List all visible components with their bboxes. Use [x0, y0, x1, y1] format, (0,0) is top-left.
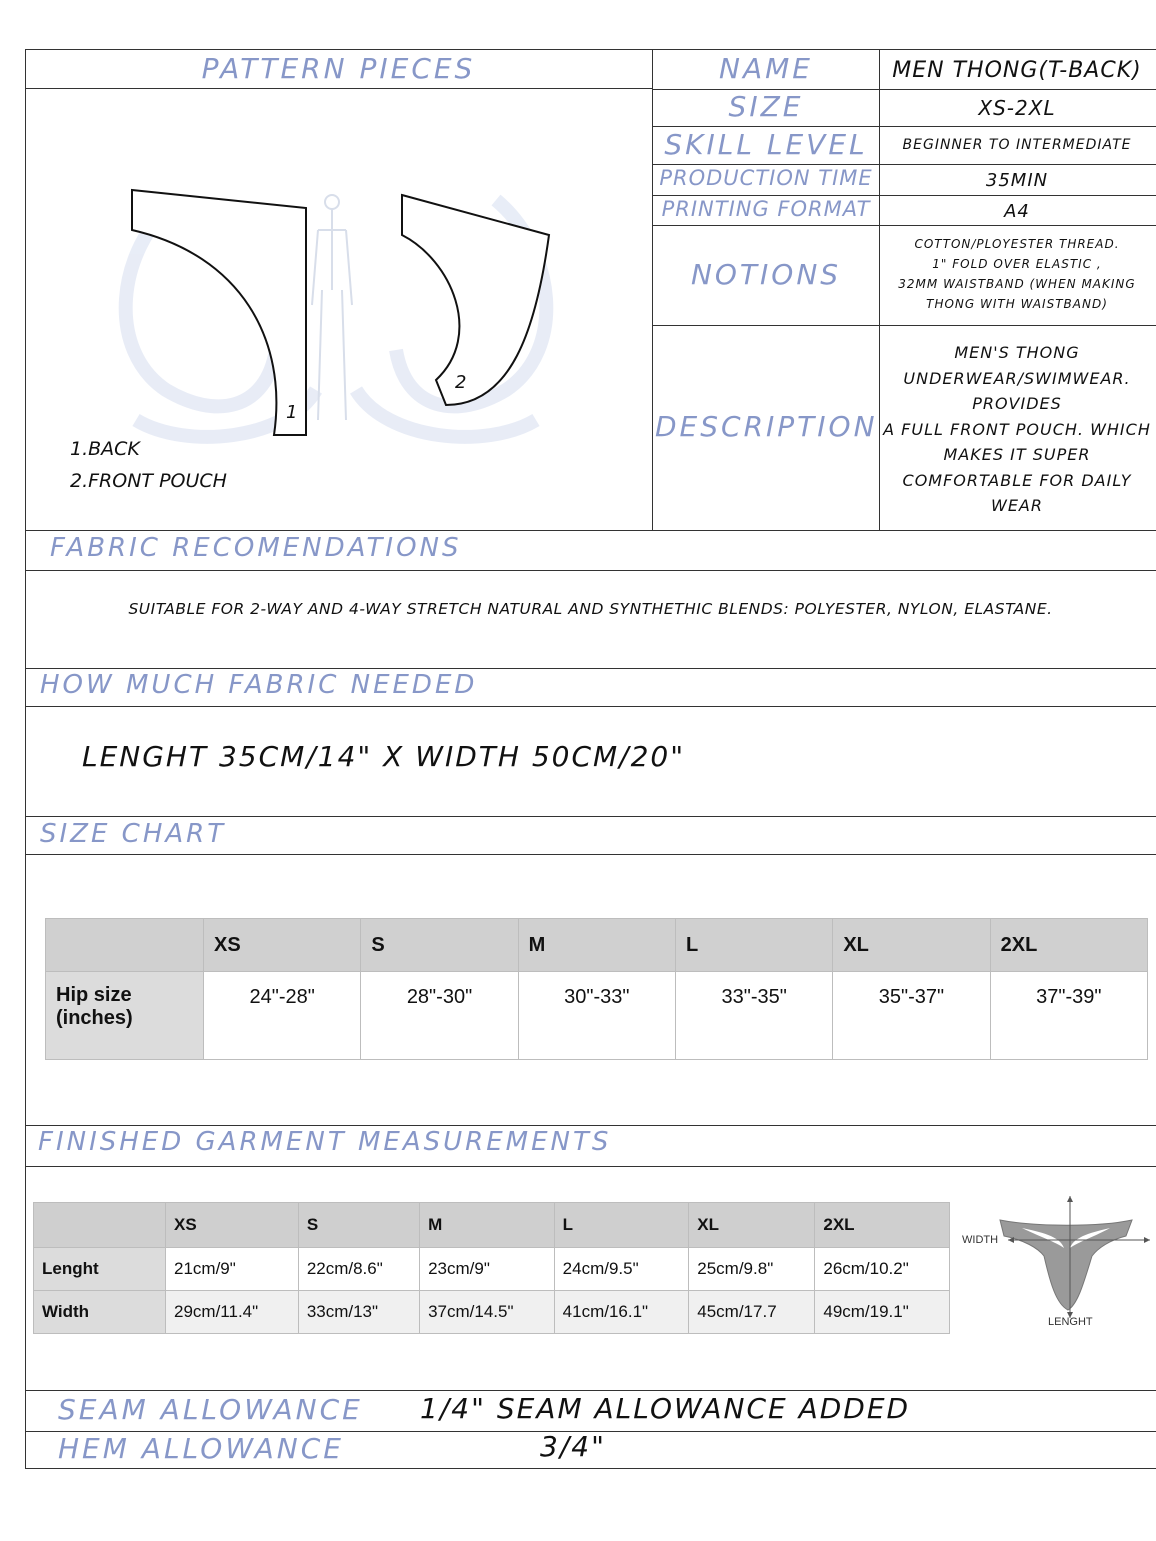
table-cell: 37"-39" — [990, 972, 1147, 1060]
size-value: XS-2XL — [978, 96, 1056, 120]
name-value: MEN THONG(T-BACK) — [892, 58, 1142, 83]
printing-format-value: A4 — [1004, 201, 1030, 222]
size-header: M — [420, 1203, 555, 1248]
printing-format-label: PRINTING FORMAT — [661, 197, 871, 221]
table-row — [34, 1291, 950, 1334]
table-corner — [34, 1203, 166, 1248]
diagram-length-label: LENGHT — [1048, 1316, 1093, 1328]
notions-text — [882, 234, 1152, 314]
table-cell: 33"-35" — [675, 972, 832, 1060]
section-line-6 — [25, 854, 1156, 855]
section-line-4 — [25, 706, 1156, 707]
pattern-pieces-title: PATTERN PIECES — [201, 52, 476, 85]
size-header: L — [554, 1203, 689, 1248]
piece-2-number: 2 — [455, 372, 468, 393]
piece-1-number: 1 — [286, 402, 299, 423]
fabric-title: FABRIC RECOMENDATIONS — [50, 533, 462, 563]
table-cell: 35"-37" — [833, 972, 990, 1060]
description-line: MEN'S THONG — [954, 343, 1080, 362]
table-cell: 49cm/19.1" — [815, 1291, 950, 1334]
row-line-3 — [652, 164, 1156, 165]
legend-item: 1.BACK — [70, 438, 140, 460]
size-header: S — [298, 1203, 419, 1248]
table-corner — [46, 919, 204, 972]
section-line-2 — [25, 570, 1156, 571]
description-line: A FULL FRONT POUCH. WHICH — [883, 419, 1151, 439]
production-time-value: 35MIN — [985, 170, 1049, 191]
size-label: SIZE — [728, 90, 804, 123]
size-header: 2XL — [815, 1203, 950, 1248]
finished-title: FINISHED GARMENT MEASUREMENTS — [38, 1127, 612, 1157]
description-line: WEAR — [991, 496, 1043, 515]
size-chart-title: SIZE CHART — [40, 819, 227, 849]
size-header: L — [675, 919, 832, 972]
size-header: XL — [833, 919, 990, 972]
description-text — [882, 340, 1152, 519]
skill-level-value: BEGINNER TO INTERMEDIATE — [902, 137, 1132, 153]
header-vertical-left — [652, 49, 653, 530]
pieces-legend — [70, 433, 227, 497]
table-cell: 26cm/10.2" — [815, 1248, 950, 1291]
section-line-7 — [25, 1125, 1156, 1126]
notions-label: NOTIONS — [690, 258, 842, 291]
seam-allowance-label: SEAM ALLOWANCE — [58, 1393, 363, 1426]
table-cell: 23cm/9" — [420, 1248, 555, 1291]
size-header: XS — [166, 1203, 299, 1248]
hem-allowance-value: 3/4" — [540, 1430, 606, 1463]
row-label: Hip size (inches) — [46, 972, 204, 1060]
section-line-11 — [25, 1468, 1156, 1469]
table-cell: 37cm/14.5" — [420, 1291, 555, 1334]
table-cell: 21cm/9" — [166, 1248, 299, 1291]
table-cell: 33cm/13" — [298, 1291, 419, 1334]
table-row — [34, 1203, 950, 1248]
name-label: NAME — [719, 52, 813, 85]
row-line-5 — [652, 225, 1156, 226]
finished-table — [33, 1202, 950, 1334]
section-line-9 — [25, 1390, 1156, 1391]
seam-allowance-value: 1/4" SEAM ALLOWANCE ADDED — [420, 1392, 911, 1425]
size-header: XS — [204, 919, 361, 972]
legend-item: 2.FRONT POUCH — [70, 470, 227, 492]
size-header: 2XL — [990, 919, 1147, 972]
section-line-8 — [25, 1166, 1156, 1167]
row-line-4 — [652, 195, 1156, 196]
fabric-needed-title: HOW MUCH FABRIC NEEDED — [40, 670, 478, 700]
notions-line: COTTON/PLOYESTER THREAD. — [914, 237, 1120, 251]
table-cell: 45cm/17.7 — [689, 1291, 815, 1334]
row-label: Width — [34, 1291, 166, 1334]
header-divider — [25, 88, 652, 89]
watermark-figure — [312, 195, 352, 420]
thong-silhouette — [1000, 1220, 1132, 1310]
notions-line: 1" FOLD OVER ELASTIC , — [932, 257, 1102, 271]
table-cell: 24cm/9.5" — [554, 1248, 689, 1291]
diagram-width-label: WIDTH — [962, 1234, 999, 1246]
table-cell: 29cm/11.4" — [166, 1291, 299, 1334]
table-row — [46, 972, 1148, 1060]
production-time-label: PRODUCTION TIME — [659, 166, 873, 190]
notions-line: 32MM WAISTBAND (WHEN MAKING — [898, 277, 1136, 291]
pattern-piece-back — [132, 190, 306, 435]
description-line: MAKES IT SUPER — [943, 445, 1091, 464]
table-cell: 30"-33" — [518, 972, 675, 1060]
table-cell: 28"-30" — [361, 972, 518, 1060]
size-chart-table — [45, 918, 1148, 1060]
header-vertical-right — [879, 49, 880, 530]
row-line-6 — [652, 325, 1156, 326]
section-line-5 — [25, 816, 1156, 817]
size-header: XL — [689, 1203, 815, 1248]
table-row — [46, 919, 1148, 972]
table-row — [34, 1248, 950, 1291]
top-border — [25, 49, 1156, 50]
size-header: M — [518, 919, 675, 972]
section-line-3 — [25, 668, 1156, 669]
row-line-2 — [652, 126, 1156, 127]
section-line-1 — [25, 530, 1156, 531]
fabric-text: SUITABLE FOR 2-WAY AND 4-WAY STRETCH NATURAL AND SYNTHETHIC BLENDS: POLYESTER, NYLON, ELASTANE. — [128, 600, 1053, 618]
fabric-needed-text: LENGHT 35CM/14" X WIDTH 50CM/20" — [82, 740, 686, 773]
measurement-diagram — [960, 1192, 1156, 1332]
table-cell: 24"-28" — [204, 972, 361, 1060]
description-line: UNDERWEAR/SWIMWEAR. — [903, 368, 1131, 388]
hem-allowance-label: HEM ALLOWANCE — [58, 1432, 344, 1465]
table-cell: 25cm/9.8" — [689, 1248, 815, 1291]
table-cell: 41cm/16.1" — [554, 1291, 689, 1334]
skill-level-label: SKILL LEVEL — [664, 128, 868, 161]
size-header: S — [361, 919, 518, 972]
description-line: PROVIDES — [972, 394, 1062, 413]
description-label: DESCRIPTION — [655, 410, 878, 443]
table-cell: 22cm/8.6" — [298, 1248, 419, 1291]
row-label: Lenght — [34, 1248, 166, 1291]
description-line: COMFORTABLE FOR DAILY — [902, 470, 1132, 490]
notions-line: THONG WITH WAISTBAND) — [926, 297, 1108, 311]
